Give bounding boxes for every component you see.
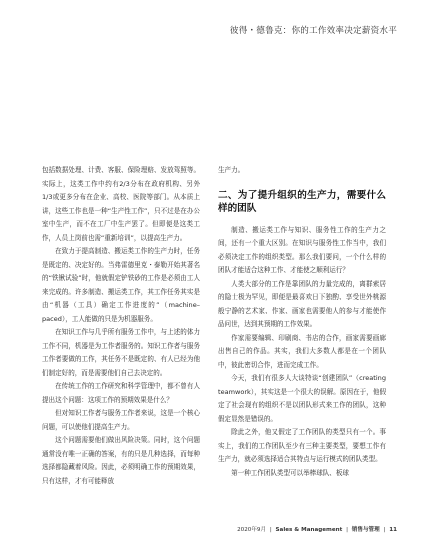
- paragraph: 在致力于提高制造、搬运类工作的生产力时，任务是既定的、决定好的。当弗雷德里克・泰勒开始其著名的“铁锹试验”时，他就假定铲铁砂的工作是必须由工人来完成的。许多制造、搬运类工作，其工作任务其实是由“机器（工具）确定工作进度的”（machine–paced），工人能做的只是为机器服务。: [42, 247, 200, 323]
- paragraph: 人类大部分的工作是靠团队的力量完成的，离群索居的隐士极为罕见，即便是最喜欢日下独酌、享受世外桃源般宁静的艺术家、作家、画家也需要他人的参与才能使作品问世，达到其预期的工作效果。: [218, 279, 386, 328]
- paragraph: 除此之外，他又假定了工作团队的类型只有一个。事实上，我们的工作团队至少有三种主要类型，要想工作有生产力，就必须选择适合其特点与运行模式的团队类型。: [218, 428, 386, 463]
- right-paragraphs: [218, 224, 386, 481]
- footer-magazine-cn: 销售与管理: [351, 527, 380, 533]
- footer-page-number: 11: [389, 527, 397, 533]
- page-footer: 2020年9月 | Sales & Management | 销售与管理 | 11: [237, 527, 397, 533]
- paragraph: 作家需要编辑、印刷商、书店的合作，画家需要画廊出售自己的作品。其实，我们大多数人都是在一个团队中，彼此密切合作，进而完成工作。: [218, 333, 386, 369]
- paragraph: 制造、搬运类工作与知识、服务性工作的生产力之间，还有一个重大区别。在知识与服务性工作当中，我们必须决定工作的组织类型。那么我们要问，一个什么样的团队才能适合这种工作、才能使之顺利运行？: [218, 225, 386, 274]
- paragraph: 第一种工作团队类型可以举棒球队、板球: [231, 468, 349, 477]
- paragraph: 今天，我们有很多人大谈特谈“创建团队”（creating teamwork），其实这是一个很大的误解。原因在于，他假定了社会现有的组织不是以团队形式来工作的团队，这种假定显然是错误的。: [218, 374, 386, 423]
- paragraph: 在知识工作与几乎所有服务工作中，与上述的体力工作不同，机器是为工作者服务的。知识工作者与服务工作者要做的工作，其任务不是既定的、有人已经为他们制定好的，而是需要他们自己去决定的。: [42, 328, 200, 377]
- left-column: [42, 164, 200, 488]
- paragraph: 在传统工作的工作研究和科学管理中，都不曾有人提出这个问题：这项工作的预期效果是什么？: [42, 382, 200, 404]
- footer-date: 2020年9月: [237, 527, 267, 533]
- paragraph-continuation: 生产力。: [218, 166, 245, 174]
- paragraph: 包括数据处理、计费、客服、保险理赔、发放驾照等。实际上，这类工作中约有2/3分布在政府机构、另外1/3或更多分布在企业、高校、医院等部门。从本质上讲，这些工作也是一种“生产性工作”，只不过是在办公室中生产，而不在工厂中生产罢了。但即便是这类工作，人员上岗前也需“重新培训”，以提高生产力。: [42, 166, 200, 242]
- section-heading: 二、为了提升组织的生产力，需要什么样的团队: [218, 189, 386, 214]
- page-header: 彼得・德鲁克：你的工作效率决定薪资水平: [229, 26, 397, 36]
- footer-magazine-en: Sales & Management: [275, 527, 343, 533]
- right-column: [218, 164, 386, 480]
- paragraph: 这个问题需要他们做出风险决策。同时，这个问题通常没有唯一正确的答案，有的只是几种选择，而每种选择都隐藏着风险。因此，必须明确工作的预期效果，只有这样，才有可能释放: [42, 436, 200, 485]
- paragraph: 但对知识工作者与服务工作者来说，这是一个核心问题，可以使他们提高生产力。: [42, 409, 200, 431]
